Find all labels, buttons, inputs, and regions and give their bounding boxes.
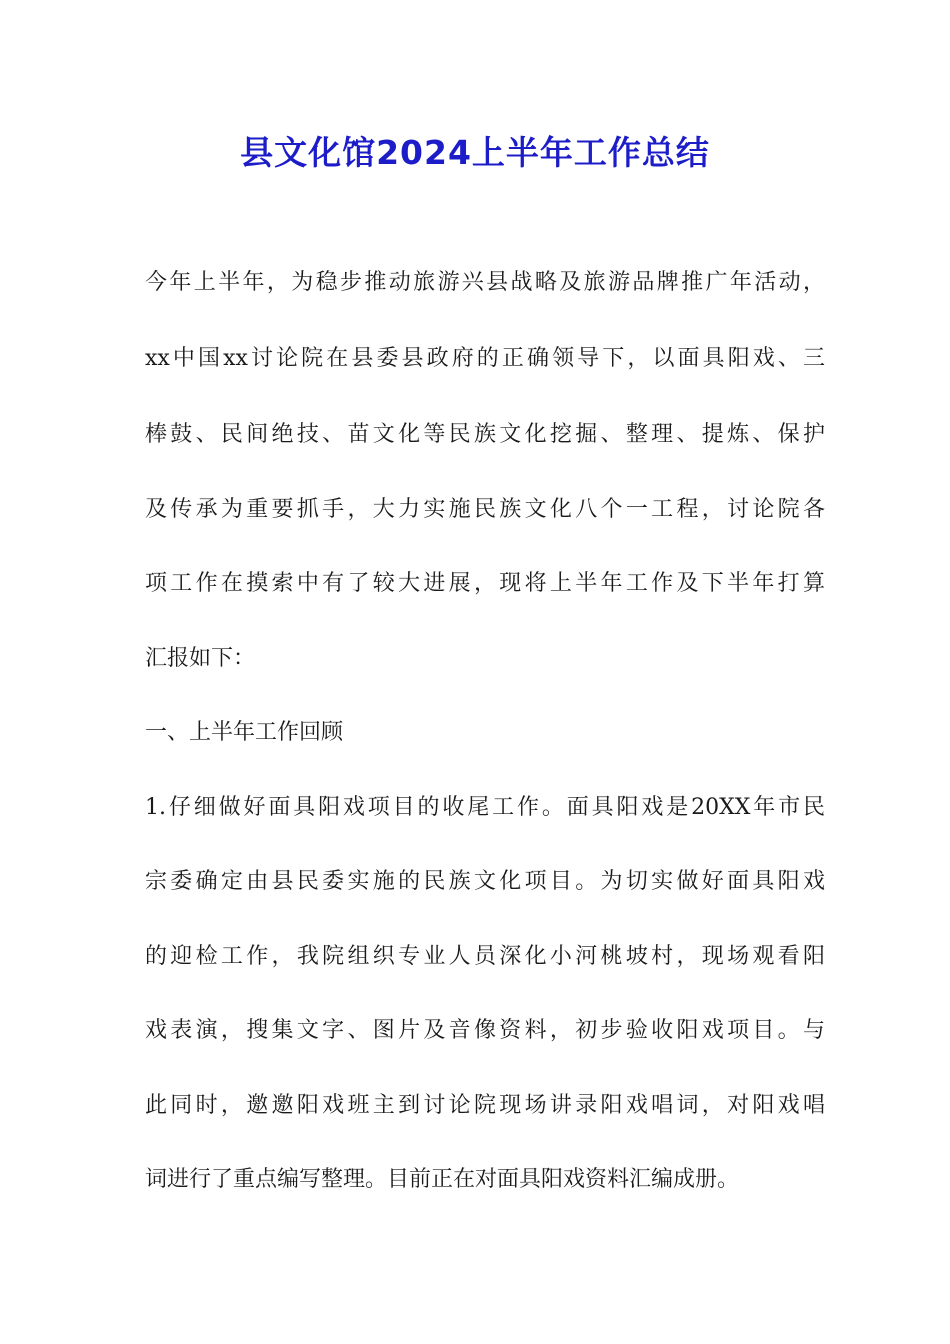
paragraph-line-11: 戏表演，搜集文字、图片及音像资料，初步验收阳戏项目。与 (145, 1018, 825, 1043)
paragraph-line-4: 及传承为重要抓手，大力实施民族文化八个一工程，讨论院各 (145, 497, 825, 522)
paragraph-line-10: 的迎检工作，我院组织专业人员深化小河桃坡村，现场观看阳 (145, 944, 825, 969)
document-title: 县文化馆2024上半年工作总结 (240, 133, 710, 172)
paragraph-line-9: 宗委确定由县民委实施的民族文化项目。为切实做好面具阳戏 (145, 869, 825, 894)
paragraph-line-13: 词进行了重点编写整理。目前正在对面具阳戏资料汇编成册。 (145, 1167, 740, 1192)
paragraph-line-12: 此同时，邀邀阳戏班主到讨论院现场讲录阳戏唱词，对阳戏唱 (145, 1093, 825, 1118)
paragraph-line-6: 汇报如下： (145, 646, 256, 671)
section-heading: 一、上半年工作回顾 (145, 720, 344, 745)
paragraph-line-8: 1.仔细做好面具阳戏项目的收尾工作。面具阳戏是20XX年市民 (145, 795, 825, 820)
paragraph-line-5: 项工作在摸索中有了较大进展，现将上半年工作及下半年打算 (145, 571, 825, 596)
paragraph-line-2: xx中国xx讨论院在县委县政府的正确领导下，以面具阳戏、三 (145, 346, 825, 371)
paragraph-line-1: 今年上半年，为稳步推动旅游兴县战略及旅游品牌推广年活动， (145, 270, 825, 295)
paragraph-line-3: 棒鼓、民间绝技、苗文化等民族文化挖掘、整理、提炼、保护 (145, 422, 825, 447)
